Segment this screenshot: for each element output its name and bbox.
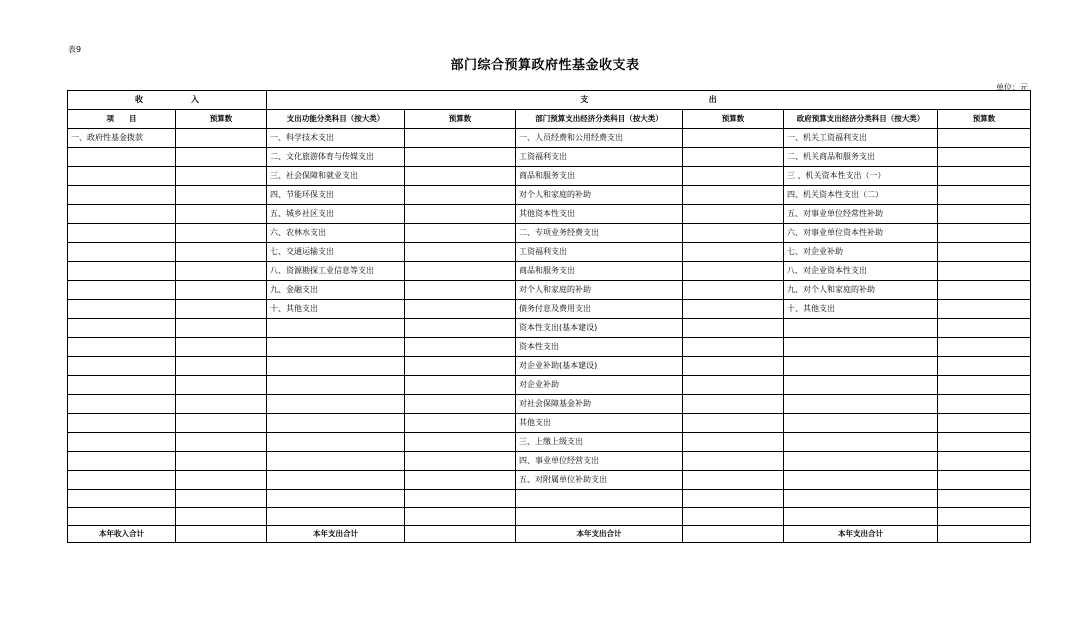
column-header: 预算数 xyxy=(405,110,516,129)
table-cell xyxy=(68,508,176,526)
table-cell xyxy=(68,186,176,205)
table-cell: 工资福利支出 xyxy=(516,243,683,262)
table-cell xyxy=(405,395,516,414)
table-cell xyxy=(683,376,784,395)
table-cell xyxy=(176,224,267,243)
table-cell xyxy=(405,508,516,526)
table-cell: 九、对个人和家庭的补助 xyxy=(784,281,938,300)
table-cell xyxy=(405,205,516,224)
total-cell: 本年支出合计 xyxy=(267,526,405,543)
table-cell: 三、社会保障和就业支出 xyxy=(267,167,405,186)
table-cell xyxy=(405,490,516,508)
table-cell xyxy=(68,262,176,281)
table-cell: 二、机关商品和服务支出 xyxy=(784,148,938,167)
expense-header-char-1: 支 xyxy=(580,95,589,104)
table-cell xyxy=(683,205,784,224)
table-cell xyxy=(938,148,1031,167)
table-cell xyxy=(784,319,938,338)
table-cell: 八、对企业资本性支出 xyxy=(784,262,938,281)
table-cell: 一、人员经费和公用经费支出 xyxy=(516,129,683,148)
table-cell xyxy=(68,300,176,319)
totals-row xyxy=(68,526,1031,543)
table-cell xyxy=(405,376,516,395)
table-number-label: 表9 xyxy=(68,45,82,54)
table-cell xyxy=(683,262,784,281)
table-cell: 对企业补助 xyxy=(516,376,683,395)
table-cell xyxy=(683,319,784,338)
column-header: 政府预算支出经济分类科目（按大类） xyxy=(784,110,938,129)
table-cell: 五、城乡社区支出 xyxy=(267,205,405,224)
table-cell: 八、资源勘探工业信息等支出 xyxy=(267,262,405,281)
table-cell xyxy=(267,338,405,357)
table-cell: 七、交通运输支出 xyxy=(267,243,405,262)
table-cell xyxy=(683,300,784,319)
table-cell: 其他资本性支出 xyxy=(516,205,683,224)
table-cell xyxy=(938,490,1031,508)
table-row xyxy=(68,433,1031,452)
table-cell xyxy=(405,471,516,490)
table-cell xyxy=(176,205,267,224)
table-cell xyxy=(938,167,1031,186)
table-cell: 三、上缴上级支出 xyxy=(516,433,683,452)
total-cell: 本年支出合计 xyxy=(784,526,938,543)
table-cell xyxy=(267,376,405,395)
table-row xyxy=(68,414,1031,433)
column-header-row xyxy=(68,110,1031,129)
table-row xyxy=(68,471,1031,490)
table-cell: 商品和服务支出 xyxy=(516,167,683,186)
table-cell xyxy=(405,338,516,357)
table-cell xyxy=(176,281,267,300)
table-cell xyxy=(68,224,176,243)
total-cell: 本年收入合计 xyxy=(68,526,176,543)
table-cell xyxy=(176,243,267,262)
table-cell xyxy=(938,508,1031,526)
table-cell xyxy=(68,338,176,357)
table-cell xyxy=(683,357,784,376)
table-cell xyxy=(176,167,267,186)
table-cell xyxy=(683,224,784,243)
income-header-char-1: 收 xyxy=(135,95,143,104)
table-row xyxy=(68,357,1031,376)
table-cell xyxy=(405,357,516,376)
table-cell: 商品和服务支出 xyxy=(516,262,683,281)
table-cell: 一、机关工资福利支出 xyxy=(784,129,938,148)
table-cell: 债务付息及费用支出 xyxy=(516,300,683,319)
total-cell: 本年支出合计 xyxy=(516,526,683,543)
table-row xyxy=(68,262,1031,281)
table-cell xyxy=(176,376,267,395)
table-cell: 二、文化旅游体育与传媒支出 xyxy=(267,148,405,167)
table-cell xyxy=(683,452,784,471)
table-cell: 四、节能环保支出 xyxy=(267,186,405,205)
table-cell xyxy=(938,224,1031,243)
table-cell xyxy=(938,262,1031,281)
table-row xyxy=(68,319,1031,338)
table-cell xyxy=(938,433,1031,452)
table-row xyxy=(68,224,1031,243)
table-cell xyxy=(176,490,267,508)
column-header: 预算数 xyxy=(176,110,267,129)
table-row xyxy=(68,148,1031,167)
table-cell: 一、科学技术支出 xyxy=(267,129,405,148)
table-cell: 工资福利支出 xyxy=(516,148,683,167)
table-cell: 十、其他支出 xyxy=(267,300,405,319)
table-cell xyxy=(938,338,1031,357)
total-cell xyxy=(176,526,267,543)
table-cell xyxy=(683,148,784,167)
table-cell xyxy=(176,395,267,414)
table-cell xyxy=(405,224,516,243)
page-title: 部门综合预算政府性基金收支表 xyxy=(450,58,640,73)
table-cell xyxy=(176,262,267,281)
table-cell xyxy=(68,395,176,414)
table-cell xyxy=(176,471,267,490)
table-cell xyxy=(68,357,176,376)
table-cell xyxy=(938,395,1031,414)
table-cell xyxy=(267,471,405,490)
column-header: 预算数 xyxy=(938,110,1031,129)
table-cell xyxy=(176,452,267,471)
table-cell xyxy=(938,414,1031,433)
table-cell xyxy=(267,414,405,433)
table-cell xyxy=(683,471,784,490)
table-cell xyxy=(516,508,683,526)
table-cell xyxy=(784,376,938,395)
table-cell: 三 、机关资本性支出（一） xyxy=(784,167,938,186)
table-cell xyxy=(176,319,267,338)
table-cell xyxy=(405,167,516,186)
table-cell xyxy=(683,508,784,526)
table-row xyxy=(68,281,1031,300)
table-row xyxy=(68,129,1031,148)
table-cell xyxy=(176,338,267,357)
table-cell xyxy=(938,319,1031,338)
table-cell xyxy=(68,148,176,167)
table-cell: 对个人和家庭的补助 xyxy=(516,281,683,300)
table-cell xyxy=(784,395,938,414)
table-cell xyxy=(405,433,516,452)
table-cell xyxy=(68,433,176,452)
table-cell xyxy=(683,414,784,433)
table-cell: 一、政府性基金拨款 xyxy=(68,129,176,148)
table-cell xyxy=(68,167,176,186)
table-cell xyxy=(938,452,1031,471)
table-cell xyxy=(938,129,1031,148)
table-cell xyxy=(176,300,267,319)
table-cell xyxy=(683,281,784,300)
total-cell xyxy=(405,526,516,543)
table-cell xyxy=(938,205,1031,224)
table-cell xyxy=(267,319,405,338)
table-cell xyxy=(938,357,1031,376)
table-cell xyxy=(267,508,405,526)
unit-label: 单位：元 xyxy=(996,83,1028,92)
table-cell xyxy=(683,129,784,148)
table-cell xyxy=(938,186,1031,205)
table-cell xyxy=(176,414,267,433)
table-cell xyxy=(683,433,784,452)
table-cell xyxy=(784,508,938,526)
table-cell xyxy=(784,433,938,452)
table-cell xyxy=(267,357,405,376)
table-row xyxy=(68,376,1031,395)
table-cell xyxy=(267,452,405,471)
table-cell xyxy=(938,376,1031,395)
total-cell xyxy=(683,526,784,543)
table-cell: 六、对事业单位资本性补助 xyxy=(784,224,938,243)
expense-section-header xyxy=(267,91,1031,110)
column-header: 支出功能分类科目（按大类） xyxy=(267,110,405,129)
table-cell xyxy=(683,186,784,205)
table-cell xyxy=(938,471,1031,490)
table-row xyxy=(68,205,1031,224)
table-cell xyxy=(405,300,516,319)
table-cell xyxy=(405,186,516,205)
table-row xyxy=(68,508,1031,526)
total-cell xyxy=(938,526,1031,543)
table-cell: 二、专项业务经费支出 xyxy=(516,224,683,243)
table-cell xyxy=(68,376,176,395)
table-cell xyxy=(405,281,516,300)
table-cell xyxy=(938,243,1031,262)
expense-header-char-2: 出 xyxy=(708,95,717,104)
table-cell xyxy=(405,148,516,167)
table-cell xyxy=(683,167,784,186)
table-cell: 资本性支出(基本建设) xyxy=(516,319,683,338)
table-cell: 对社会保障基金补助 xyxy=(516,395,683,414)
table-row xyxy=(68,338,1031,357)
table-cell: 四、事业单位经营支出 xyxy=(516,452,683,471)
table-cell xyxy=(405,129,516,148)
table-cell: 五、对附属单位补助支出 xyxy=(516,471,683,490)
column-header: 预算数 xyxy=(683,110,784,129)
table-cell xyxy=(683,243,784,262)
section-header-row xyxy=(68,91,1031,110)
table-cell xyxy=(683,338,784,357)
table-cell xyxy=(405,243,516,262)
table-cell: 七、对企业补助 xyxy=(784,243,938,262)
table-cell xyxy=(176,508,267,526)
table-cell: 其他支出 xyxy=(516,414,683,433)
table-cell xyxy=(784,414,938,433)
table-row xyxy=(68,243,1031,262)
table-cell: 四、机关资本性支出（二） xyxy=(784,186,938,205)
table-cell xyxy=(68,490,176,508)
table-row xyxy=(68,300,1031,319)
table-row xyxy=(68,452,1031,471)
table-row xyxy=(68,395,1031,414)
table-cell xyxy=(784,452,938,471)
column-header: 部门预算支出经济分类科目（按大类） xyxy=(516,110,683,129)
table-cell xyxy=(68,471,176,490)
table-cell xyxy=(267,433,405,452)
table-row xyxy=(68,186,1031,205)
table-cell xyxy=(405,452,516,471)
table-cell xyxy=(176,433,267,452)
table-cell xyxy=(784,338,938,357)
budget-table xyxy=(67,90,1031,543)
table-cell xyxy=(405,262,516,281)
table-cell xyxy=(68,319,176,338)
table-cell xyxy=(176,186,267,205)
income-section-header xyxy=(68,91,267,110)
table-row xyxy=(68,490,1031,508)
table-cell xyxy=(784,490,938,508)
table-cell xyxy=(405,319,516,338)
column-header: 项 目 xyxy=(68,110,176,129)
table-cell xyxy=(405,414,516,433)
table-cell xyxy=(784,357,938,376)
table-cell xyxy=(176,357,267,376)
table-cell xyxy=(784,471,938,490)
table-cell xyxy=(267,490,405,508)
table-cell: 九、金融支出 xyxy=(267,281,405,300)
table-cell xyxy=(68,281,176,300)
table-cell: 资本性支出 xyxy=(516,338,683,357)
income-header-char-2: 入 xyxy=(191,95,199,104)
table-cell xyxy=(267,395,405,414)
table-cell xyxy=(938,300,1031,319)
table-cell xyxy=(68,243,176,262)
table-cell xyxy=(68,452,176,471)
table-cell: 十、其他支出 xyxy=(784,300,938,319)
table-cell xyxy=(683,490,784,508)
table-cell xyxy=(176,148,267,167)
table-cell: 五、对事业单位经常性补助 xyxy=(784,205,938,224)
table-cell: 对个人和家庭的补助 xyxy=(516,186,683,205)
table-cell xyxy=(68,205,176,224)
table-cell xyxy=(938,281,1031,300)
table-cell: 对企业补助(基本建设) xyxy=(516,357,683,376)
table-cell xyxy=(516,490,683,508)
table-cell xyxy=(68,414,176,433)
table-cell: 六、农林水支出 xyxy=(267,224,405,243)
table-cell xyxy=(683,395,784,414)
table-row xyxy=(68,167,1031,186)
table-cell xyxy=(176,129,267,148)
